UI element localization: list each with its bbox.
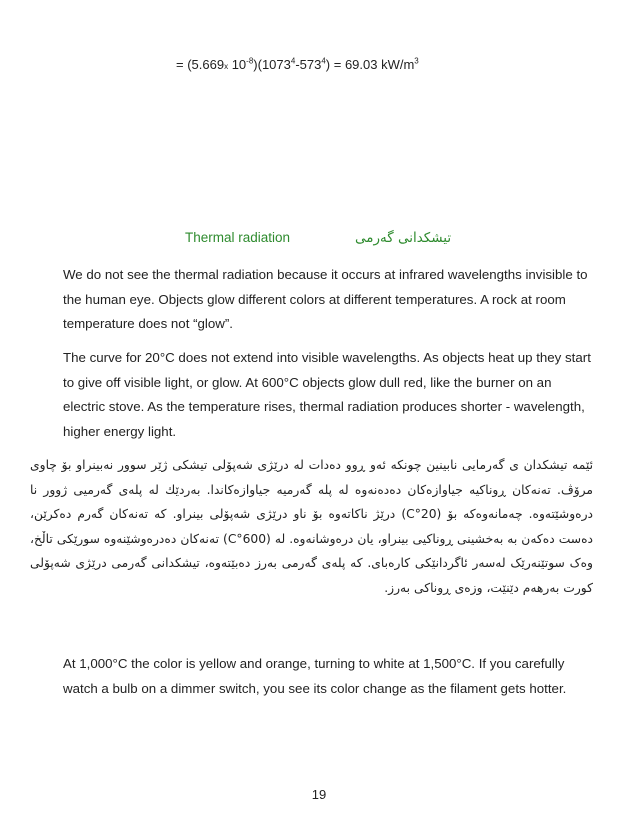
equation-times-sign: x (224, 62, 229, 71)
equation-result: ) = 69.03 kW/m (325, 57, 415, 72)
equation-exponent-3: 4 (321, 56, 326, 66)
paragraph-kurdish-translation: ئێمە تیشکدان ی گەرمایی نابینین چونکە ئەو ڕوو دەدات لە درێژی شەپۆلی تیشکی ژێر سوور نەبینراو بۆ چاوی مرۆڤ. تەنەکان ڕوناکیە جیاوازەکان دەدەنەوە لە پلە گەرمیە جیاوازەکاندا. بەردێك لە پلەی گەرمیی ژوور نا درەوشێتەوە. چەمانەوەکە بۆ (20°C) درێژ ناکاتەوە بۆ ناو درێژی شەپۆلی بینراو. کە تەنەکان گەرم دەکرێن، دەست دەکەن بە بەخشینی ڕوناکیی بینراو، یان درەوشانەوە. لە (600°C) تەنەکان دەدرەوشێنەوە سورێکی تاڵخ، وەک سوتێنەرێک لەسەر ئاگردانێکی کارەبای. کە پلەی گەرمی بەرز دەبێتەوە، تیشکدانی گەرمی درێژی شەپۆلی کورت بەرهەم دێنێت، وزەی ڕوناکی بەرز. (30, 458, 593, 595)
equation-unit-exponent: 3 (414, 56, 419, 66)
paragraph-visible-glow: The curve for 20°C does not extend into visible wavelengths. As objects heat up they start to give off visible light, or glow. At 600°C objects glow dull red, like the burner on an electric stove. As the temperature rises, thermal radiation produces shorter - wavelength, higher energy light. (63, 350, 591, 439)
equation-prefix: = (5.669 (176, 57, 225, 72)
equation-part-2: -573 (295, 57, 322, 72)
equation-exponent-2: 4 (290, 56, 296, 66)
paragraph-infrared: We do not see the thermal radiation because it occurs at infrared wavelengths invisible to the human eye. Objects glow different colors at different temperatures. A rock at room temperature does not “glow”. (63, 267, 588, 331)
equation-ten: 10 (228, 57, 247, 72)
heading-kurdish: تیشکدانی گەرمی (355, 230, 452, 246)
page-number: 19 (311, 787, 327, 802)
radiation-equation (176, 57, 419, 72)
equation-part-1: )(1073 (253, 57, 291, 72)
paragraph-bulb-color: At 1,000°C the color is yellow and orange, turning to white at 1,500°C. If you carefully watch a bulb on a dimmer switch, you see its color change as the filament gets hotter. (63, 656, 567, 696)
equation-exponent-1: -8 (246, 56, 254, 66)
heading-english: Thermal radiation (185, 230, 291, 245)
